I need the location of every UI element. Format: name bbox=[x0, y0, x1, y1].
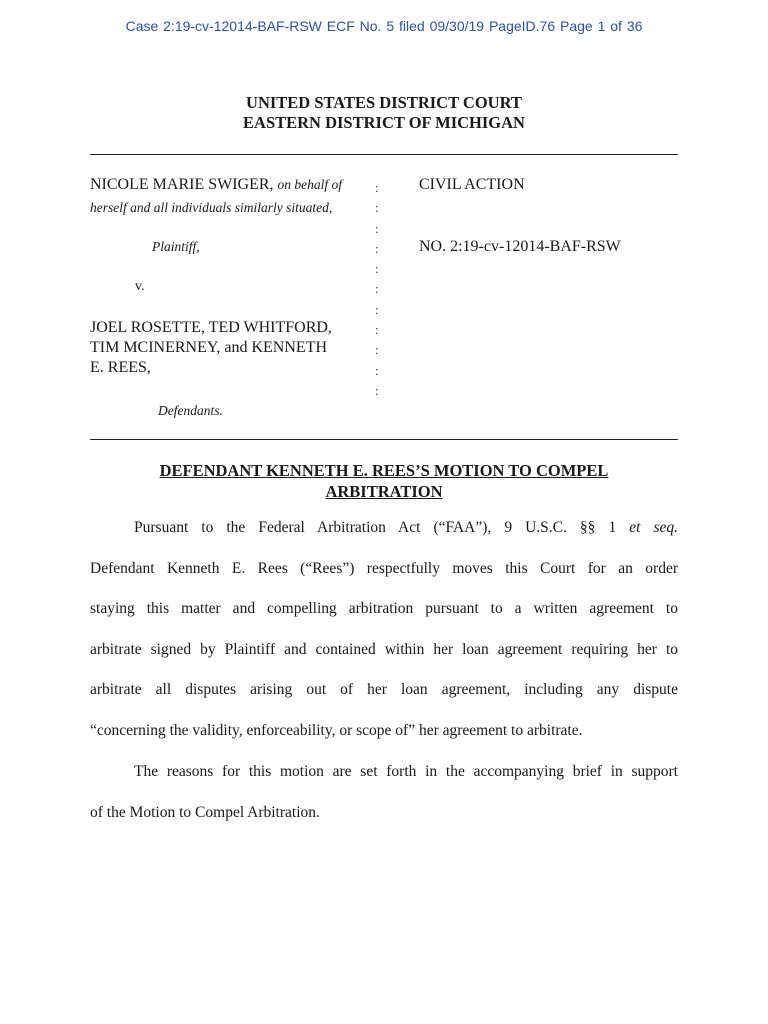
paragraph-line: arbitrate signed by Plaintiff and contained within her loan agreement requiring her to bbox=[90, 640, 678, 658]
paragraph-line: Defendant Kenneth E. Rees (“Rees”) respectfully moves this Court for an order bbox=[90, 559, 678, 577]
case-number: NO. 2:19-cv-12014-BAF-RSW bbox=[419, 238, 621, 255]
defendants-line2: TIM MCINERNEY, and KENNETH bbox=[90, 339, 328, 356]
motion-title bbox=[0, 460, 768, 502]
plaintiff-behalf-b: herself and all individuals similarly situated, bbox=[90, 200, 333, 215]
caption-colon: : bbox=[375, 342, 379, 358]
caption-colon: : bbox=[375, 301, 379, 317]
defendants-role: Defendants. bbox=[158, 403, 223, 418]
caption-top-rule bbox=[90, 154, 678, 155]
motion-paragraph-2 bbox=[90, 762, 678, 843]
versus: v. bbox=[135, 279, 145, 294]
court-name bbox=[0, 93, 768, 133]
plaintiff-behalf-a: on behalf of bbox=[277, 177, 343, 192]
caption-colon: : bbox=[375, 240, 379, 256]
defendants-line3: E. REES, bbox=[90, 359, 151, 376]
paragraph-line: of the Motion to Compel Arbitration. bbox=[90, 803, 320, 821]
caption-colon-column bbox=[375, 178, 379, 401]
paragraph-line bbox=[90, 518, 678, 559]
caption-colon: : bbox=[375, 322, 379, 338]
motion-title-line2: ARBITRATION bbox=[325, 482, 443, 501]
court-name-line1: UNITED STATES DISTRICT COURT bbox=[246, 93, 522, 112]
court-district-line2: EASTERN DISTRICT OF MICHIGAN bbox=[243, 113, 525, 132]
et-seq: et seq. bbox=[629, 519, 679, 536]
caption-bottom-rule bbox=[90, 439, 678, 440]
caption-colon: : bbox=[375, 180, 379, 195]
motion-paragraph-1 bbox=[90, 518, 678, 762]
caption-colon: : bbox=[375, 261, 379, 277]
caption-colon: : bbox=[375, 220, 379, 236]
paragraph-line: arbitrate all disputes arising out of her loan agreement, including any dispute bbox=[90, 681, 678, 699]
motion-title-line1: DEFENDANT KENNETH E. REES’S MOTION TO COMPEL bbox=[159, 461, 609, 480]
paragraph-line: The reasons for this motion are set forth in the accompanying brief in support bbox=[134, 763, 678, 780]
plaintiff-role: Plaintiff, bbox=[152, 239, 200, 254]
caption-colon: : bbox=[375, 362, 379, 378]
ecf-header-stamp: Case 2:19-cv-12014-BAF-RSW ECF No. 5 filed 09/30/19 PageID.76 Page 1 of 36 bbox=[125, 18, 643, 34]
civil-action-label: CIVIL ACTION bbox=[419, 176, 525, 193]
plaintiff-name: NICOLE MARIE SWIGER, bbox=[90, 176, 274, 193]
paragraph-text: Pursuant to the Federal Arbitration Act (“FAA”), 9 U.S.C. §§ 1 bbox=[134, 519, 617, 536]
caption-colon: : bbox=[375, 281, 379, 297]
paragraph-line: staying this matter and compelling arbitration pursuant to a written agreement to bbox=[90, 600, 678, 618]
caption-colon: : bbox=[375, 382, 379, 398]
plaintiff-name-line bbox=[90, 175, 342, 195]
paragraph-line: “concerning the validity, enforceability, or scope of” her agreement to arbitrate. bbox=[90, 721, 583, 739]
defendants-line1: JOEL ROSETTE, TED WHITFORD, bbox=[90, 319, 332, 336]
caption-colon: : bbox=[375, 200, 379, 216]
